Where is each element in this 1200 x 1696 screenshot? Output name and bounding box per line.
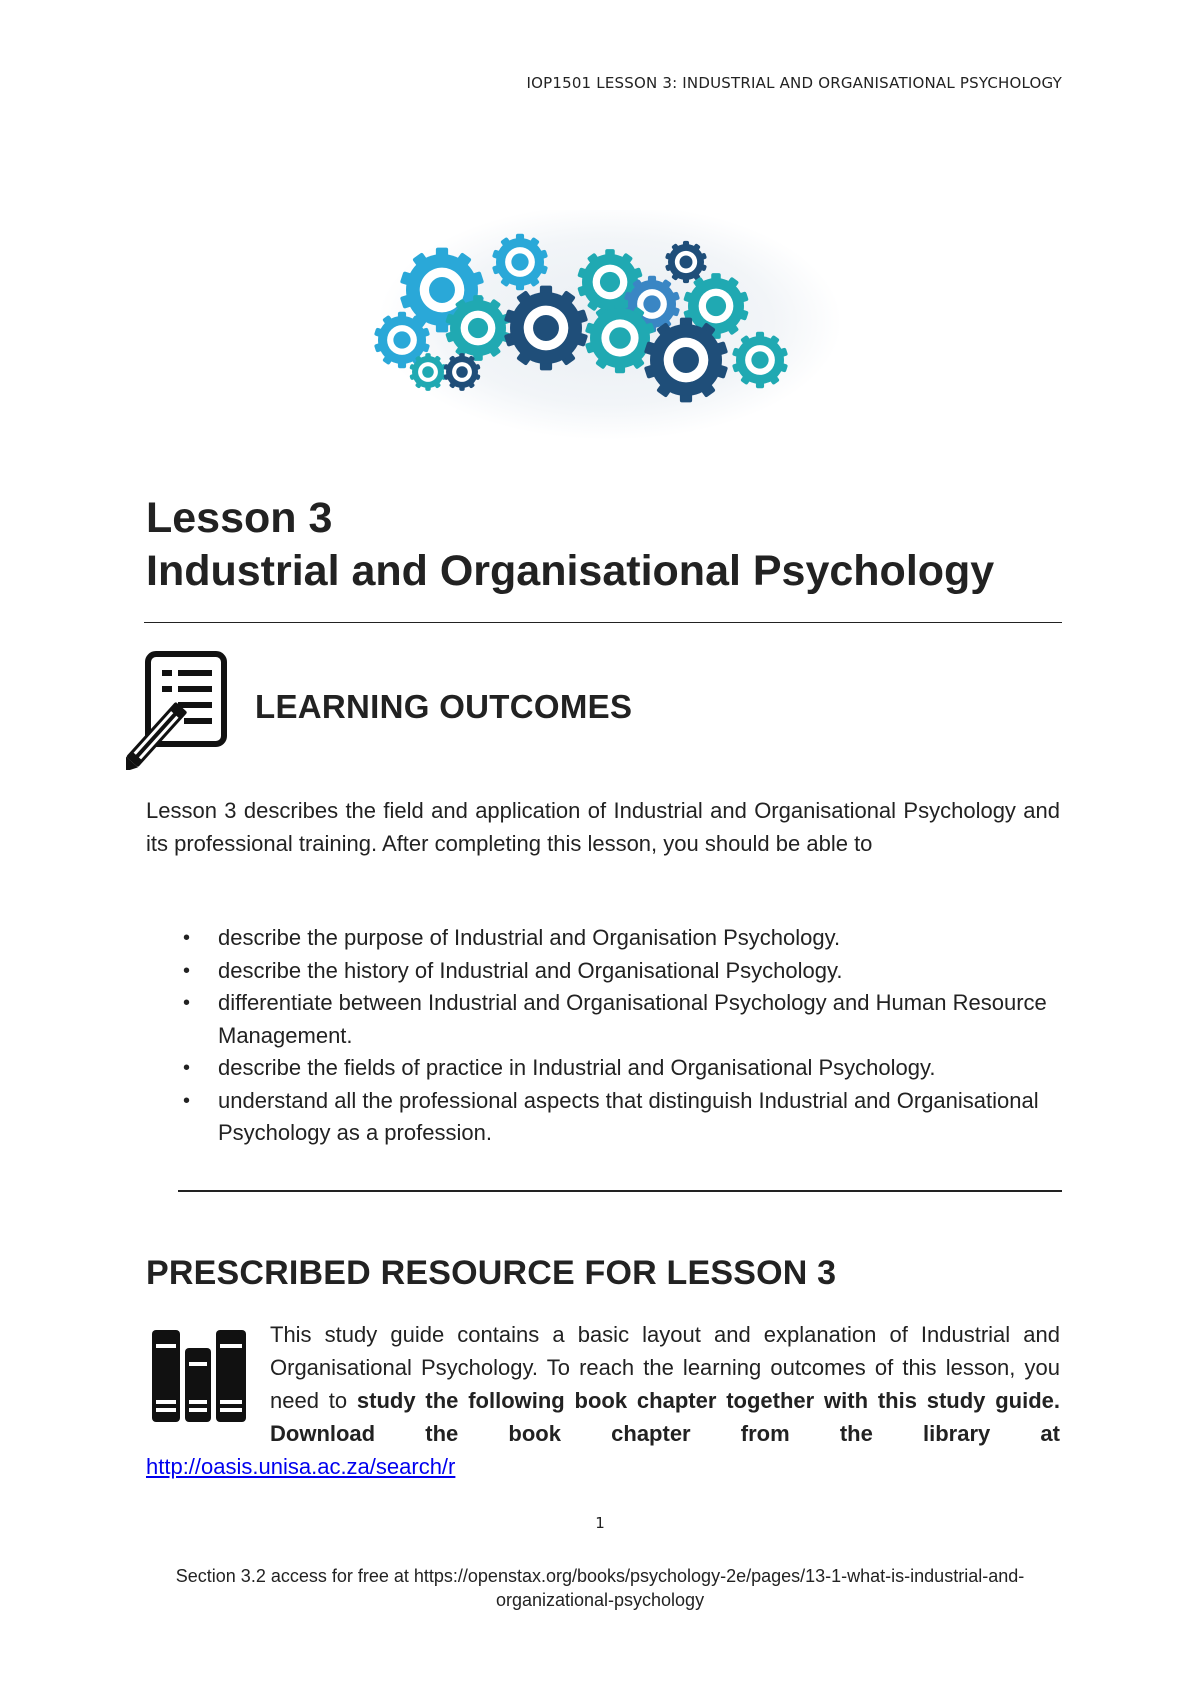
- section-divider: [178, 1190, 1062, 1192]
- library-link[interactable]: http://oasis.unisa.ac.za/search/r: [146, 1454, 456, 1479]
- running-header: IOP1501 LESSON 3: INDUSTRIAL AND ORGANISATIONAL PSYCHOLOGY: [526, 74, 1062, 92]
- prescribed-resource-heading: PRESCRIBED RESOURCE FOR LESSON 3: [146, 1254, 837, 1292]
- list-item: • differentiate between Industrial and Organisational Psychology and Human Resource Management.: [146, 987, 1066, 1052]
- resource-description: [146, 1318, 1060, 1483]
- resource-text: This study guide contains a basic layout and explanation of Industrial and Organisational Psychology. To reach the learning outcomes of this lesson, you need to: [270, 1322, 1060, 1413]
- list-item: • describe the history of Industrial and Organisational Psychology.: [146, 955, 1066, 988]
- icon-spacer: [146, 1318, 270, 1444]
- learning-outcomes-heading: LEARNING OUTCOMES: [255, 688, 633, 725]
- lesson-subject: Industrial and Organisational Psychology: [146, 547, 995, 595]
- title-divider: [144, 622, 1062, 623]
- outcomes-intro: Lesson 3 describes the field and application of Industrial and Organisational Psychology and its professional training. After completing this lesson, you should be able to: [146, 798, 1060, 856]
- footnote: Section 3.2 access for free at https://openstax.org/books/psychology-2e/pages/13-1-what-is-industrial-and-organizational-psychology: [175, 1566, 1025, 1610]
- lesson-title: [146, 492, 994, 598]
- lesson-number: Lesson 3: [146, 494, 333, 542]
- checklist-pencil-icon: [126, 648, 230, 770]
- gears-illustration: [370, 210, 840, 450]
- list-item: • understand all the professional aspects that distinguish Industrial and Organisational Psychology as a profession.: [146, 1085, 1066, 1150]
- outcomes-list: [146, 922, 1066, 1150]
- list-item: • describe the fields of practice in Industrial and Organisational Psychology.: [146, 1052, 1066, 1085]
- resource-instruction: study the following book chapter together with this study guide. Download the book chapter from the library at: [270, 1388, 1060, 1446]
- list-item: • describe the purpose of Industrial and Organisation Psychology.: [146, 922, 1066, 955]
- page-number: 1: [595, 1514, 605, 1532]
